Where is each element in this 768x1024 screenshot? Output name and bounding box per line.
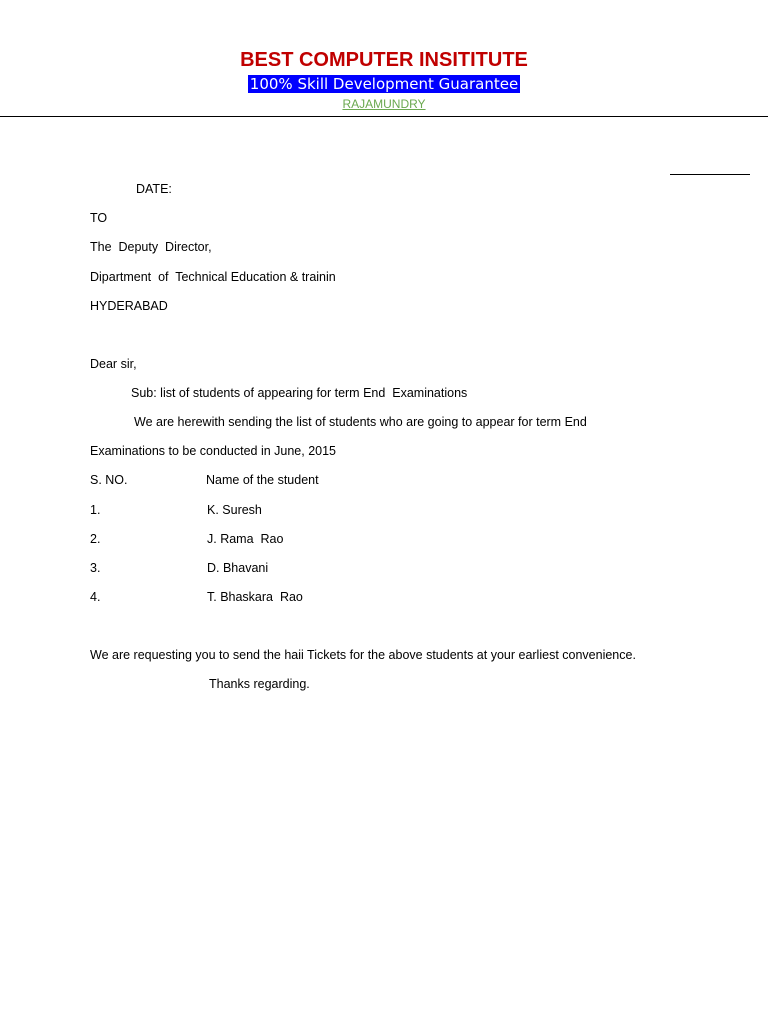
date-label: DATE:	[136, 182, 172, 196]
request-paragraph: We are requesting you to send the haii Tickets for the above students at your earliest convenience.	[90, 648, 636, 662]
tagline-row	[0, 74, 768, 95]
student-sno: 1.	[90, 503, 101, 517]
student-name: T. Bhaskara Rao	[207, 590, 303, 604]
student-name: D. Bhavani	[207, 561, 269, 575]
body-paragraph-line-1: We are herewith sending the list of students who are going to appear for term End	[134, 415, 587, 429]
date-blank-line	[670, 174, 750, 175]
table-header-name: Name of the student	[206, 473, 319, 487]
department: Dipartment of Technical Education & trainin	[90, 270, 336, 284]
tagline: 100% Skill Development Guarantee	[249, 75, 519, 93]
table-header-sno: S. NO.	[90, 473, 128, 487]
addressee: The Deputy Director,	[90, 240, 212, 254]
to-label: TO	[90, 211, 108, 225]
student-sno: 3.	[90, 561, 101, 575]
header-divider	[0, 116, 768, 117]
salutation: Dear sir,	[90, 357, 137, 371]
student-sno: 2.	[90, 532, 101, 546]
address-city: HYDERABAD	[90, 299, 168, 313]
institute-name: BEST COMPUTER INSITITUTE	[240, 49, 528, 71]
student-name: K. Suresh	[207, 503, 262, 517]
letterhead-city: RAJAMUNDRY	[342, 97, 426, 111]
student-name: J. Rama Rao	[207, 532, 284, 546]
student-sno: 4.	[90, 590, 101, 604]
letterhead	[0, 48, 768, 112]
subject-line: Sub: list of students of appearing for term End Examinations	[131, 386, 468, 400]
closing-line: Thanks regarding.	[209, 677, 310, 691]
body-paragraph-line-2: Examinations to be conducted in June, 2015	[90, 444, 337, 458]
